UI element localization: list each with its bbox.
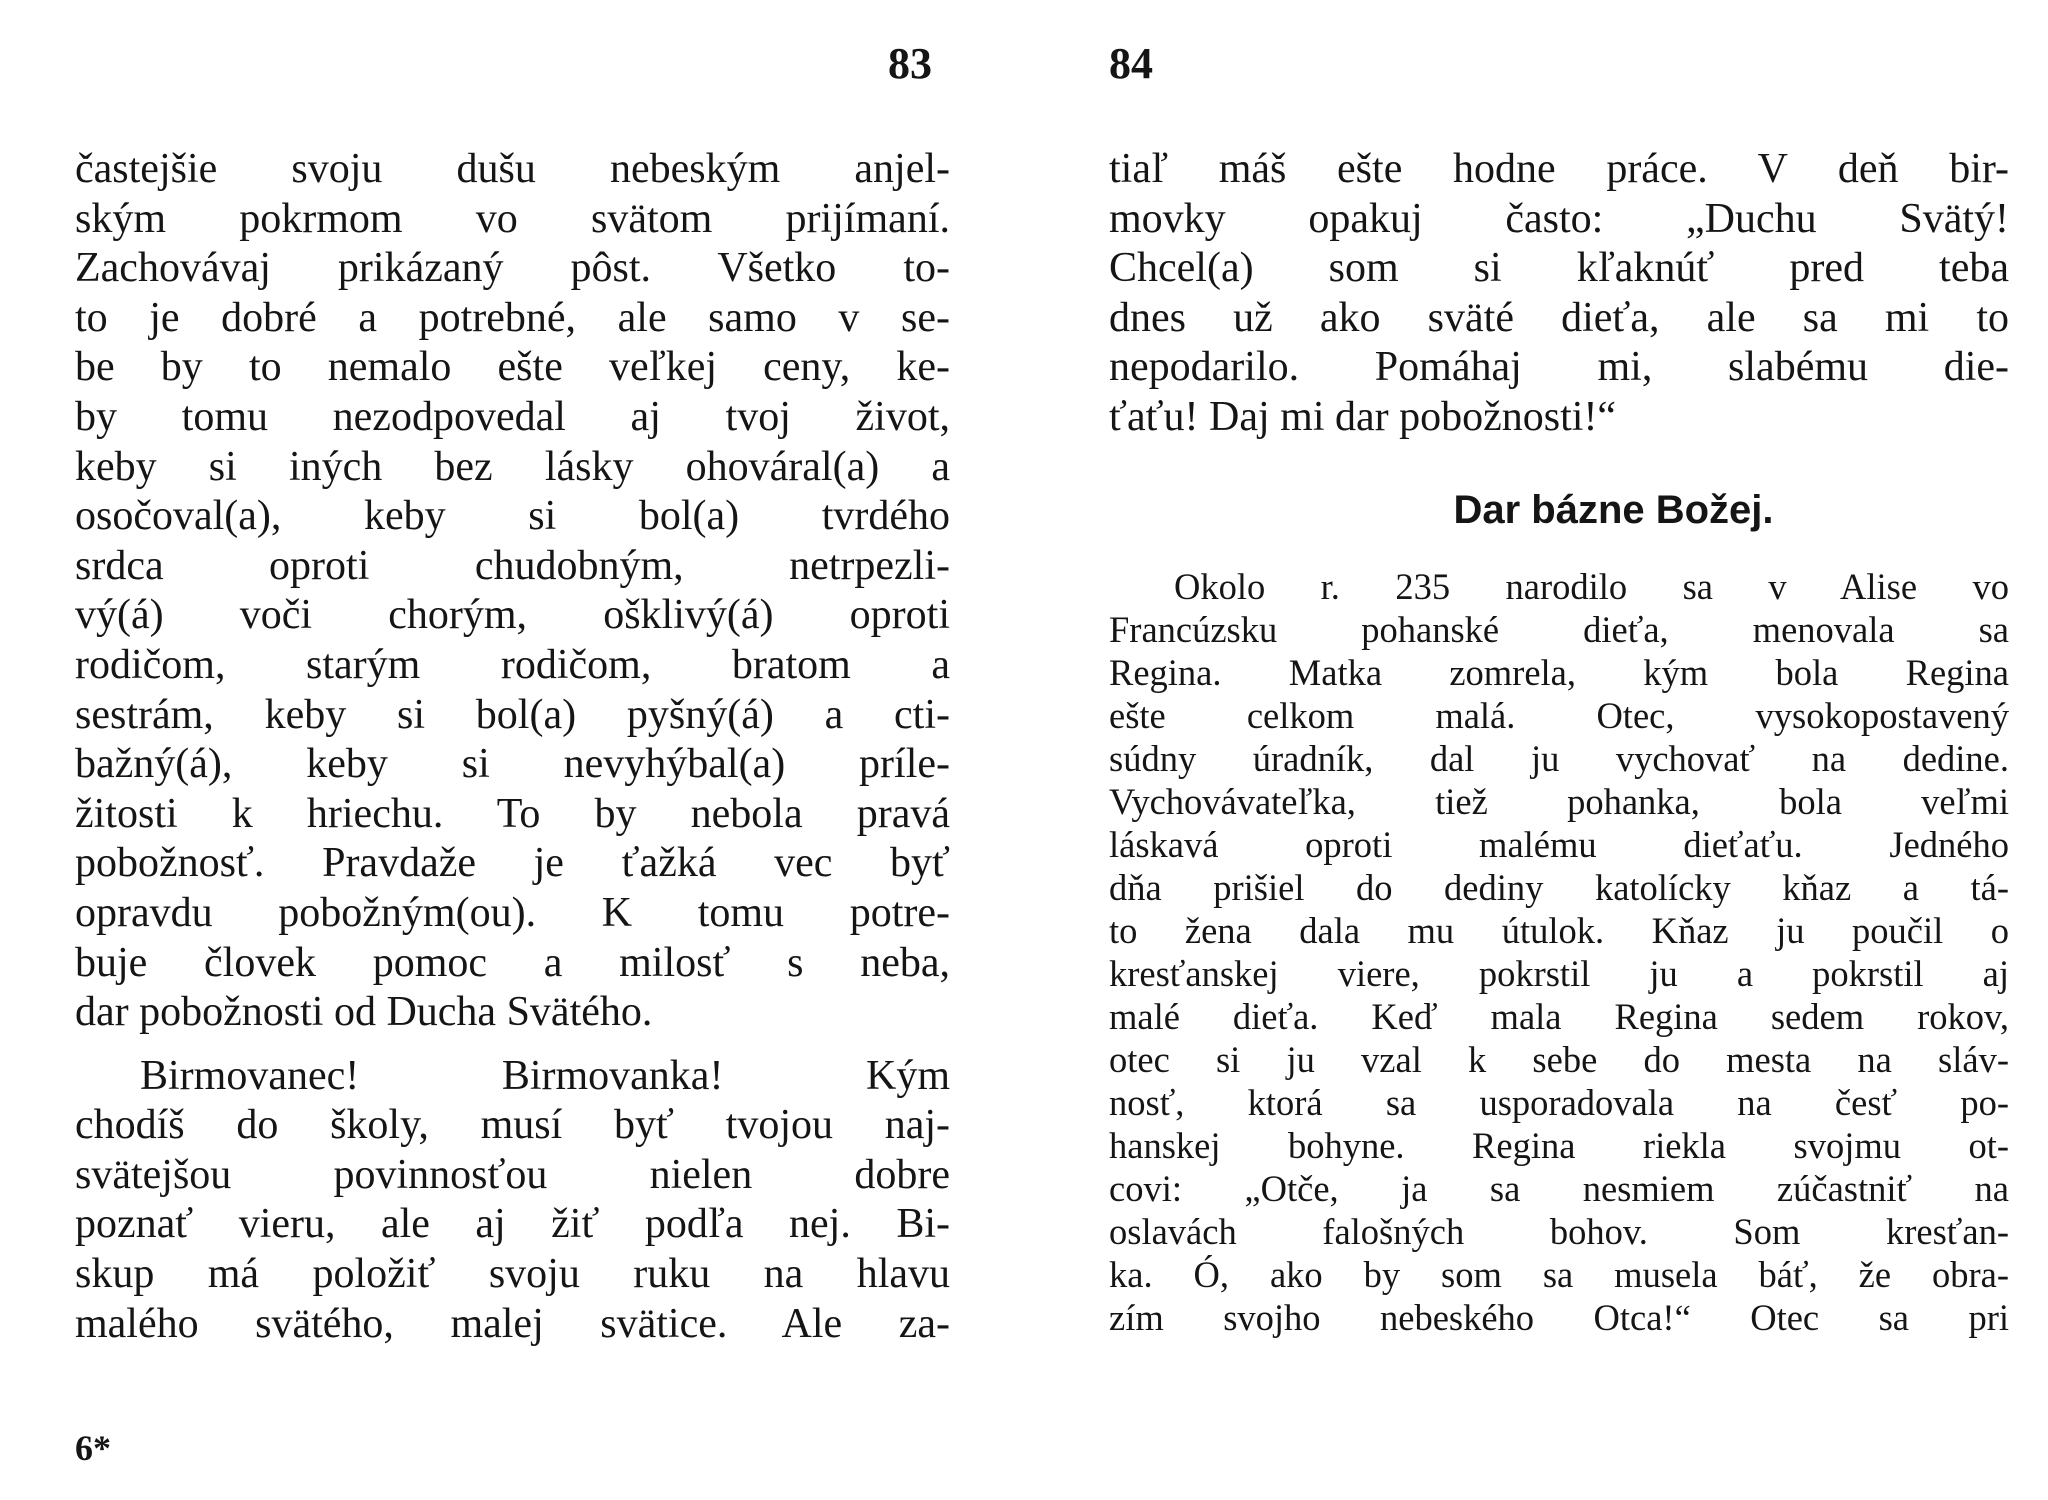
text-line: pobožnosť. Pravdaže je ťažká vec byť [75,840,950,887]
right-page-intro-text [1109,145,2009,443]
text-line: rodičom, starým rodičom, bratom a [75,641,950,688]
text-line: Okolo r. 235 narodilo sa v Alise vo [1174,566,2009,607]
text-line: svätejšou povinnosťou nielen dobre [75,1151,950,1198]
text-line: ťaťu! Daj mi dar pobožnosti!“ [1109,393,1617,440]
text-line: chodíš do školy, musí byť tvojou naj- [75,1102,950,1149]
text-line: by tomu nezodpovedal aj tvoj život, [75,393,950,440]
text-line: keby si iných bez lásky ohováral(a) a [75,443,950,490]
text-line: Regina. Matka zomrela, kým bola Regina [1109,652,2009,693]
text-line: častejšie svoju dušu nebeským anjel- [75,146,950,192]
text-line: poznať vieru, ale aj žiť podľa nej. Bi- [75,1201,950,1248]
text-line: malého svätého, malej svätice. Ale za- [75,1300,950,1347]
left-page-text [75,145,950,1349]
text-line: súdny úradník, dal ju vychovať na dedine. [1109,738,2009,779]
text-line: osočoval(a), keby si bol(a) tvrdého [75,493,950,540]
text-line: ka. Ó, ako by som sa musela báť, že obra- [1109,1254,2009,1295]
text-line: Birmovanec! Birmovanka! Kým [140,1052,950,1099]
text-line: hanskej bohyne. Regina riekla svojmu ot- [1109,1125,2009,1166]
page-number-left: 83 [888,39,932,88]
text-line: covi: „Otče, ja sa nesmiem zúčastniť na [1109,1168,2009,1209]
text-line: tiaľ máš ešte hodne práce. V deň bir- [1109,146,2009,192]
text-line: Zachovávaj prikázaný pôst. Všetko to- [75,245,950,292]
text-line: nosť, ktorá sa usporadovala na česť po- [1109,1082,2009,1123]
text-line: bažný(á), keby si nevyhýbal(a) príle- [75,741,950,788]
section-heading-text: Dar bázne Božej. [1453,488,1774,532]
text-line: dnes už ako sväté dieťa, ale sa mi to [1109,294,2009,341]
text-line: kresťanskej viere, pokrstil ju a pokrstil aj [1109,953,2009,994]
text-line: žitosti k hriechu. To by nebola pravá [75,790,950,837]
text-line: to je dobré a potrebné, ale samo v se- [75,294,950,341]
text-line: nepodarilo. Pomáhaj mi, slabému die- [1109,344,2009,391]
text-line: Vychovávateľka, tiež pohanka, bola veľmi [1109,781,2009,822]
text-line: zím svojho nebeského Otca!“ Otec sa pri [1109,1297,2009,1338]
text-line: skup má položiť svoju ruku na hlavu [75,1251,950,1298]
signature-mark: 6* [75,1428,111,1468]
text-line: to žena dala mu útulok. Kňaz ju poučil o [1109,910,2009,951]
text-line: opravdu pobožným(ou). K tomu potre- [75,889,950,936]
text-line: Francúzsku pohanské dieťa, menovala sa [1109,609,2009,650]
paragraph-gap [75,1038,950,1052]
text-line: dar pobožnosti od Ducha Svätého. [75,989,653,1036]
text-line: sestrám, keby si bol(a) pyšný(á) a cti- [75,691,950,738]
text-line: srdca oproti chudobným, netrpezli- [75,542,950,589]
text-line: otec si ju vzal k sebe do mesta na sláv- [1109,1039,2009,1080]
right-page [1024,0,2048,1500]
text-line: dňa prišiel do dediny katolícky kňaz a tá- [1109,867,2009,908]
text-line: vý(á) voči chorým, ošklivý(á) oproti [75,592,950,639]
section-heading [1024,490,2048,530]
text-line: ským pokrmom vo svätom prijímaní. [75,195,950,242]
text-line: buje človek pomoc a milosť s neba, [75,939,950,986]
page-number-right: 84 [1109,39,1153,88]
text-line: be by to nemalo ešte veľkej ceny, ke- [75,344,950,391]
text-line: Chcel(a) som si kľaknúť pred teba [1109,245,2009,292]
text-line: oslavách falošných bohov. Som kresťan- [1109,1211,2009,1252]
text-line: láskavá oproti malému dieťaťu. Jedného [1109,824,2009,865]
text-line: movky opakuj často: „Duchu Svätý! [1109,195,2009,242]
text-line: ešte celkom malá. Otec, vysokopostavený [1109,695,2009,736]
text-line: malé dieťa. Keď mala Regina sedem rokov, [1109,996,2009,1037]
right-page-story-text [1109,565,2009,1339]
